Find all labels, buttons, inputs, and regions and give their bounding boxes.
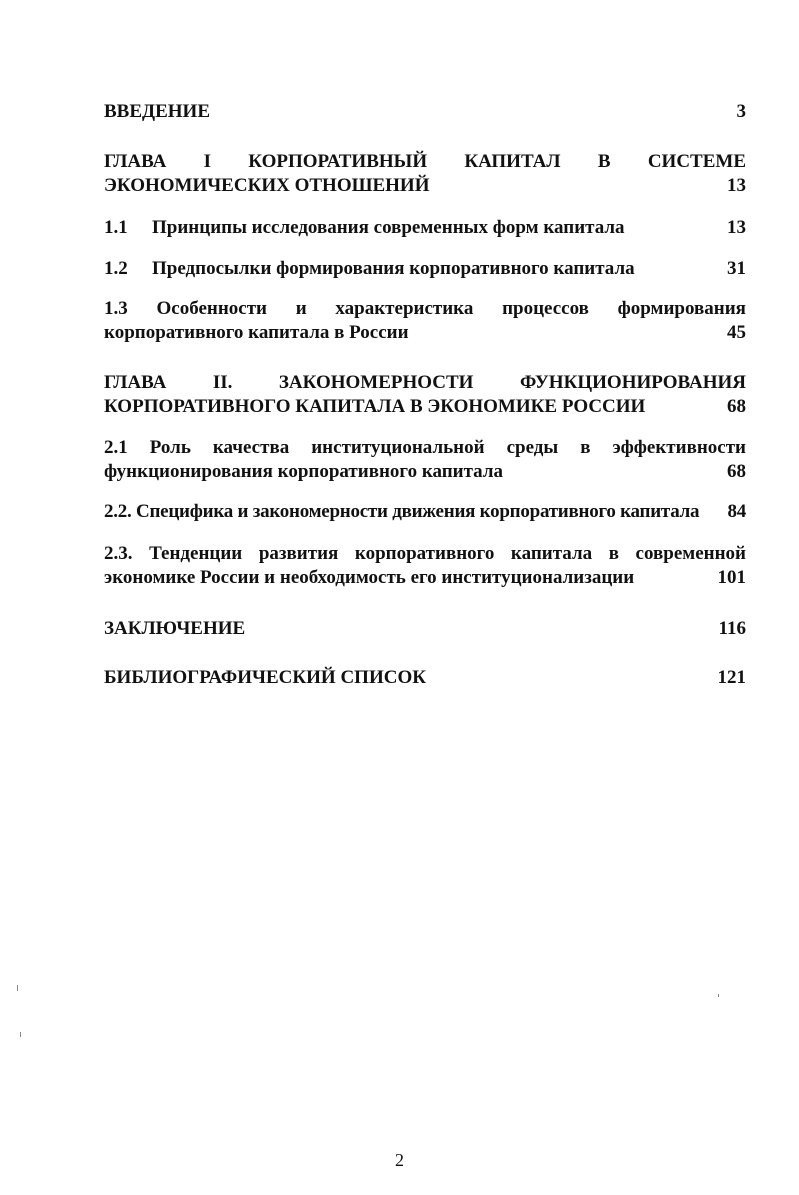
toc-page-number: 68 [727,396,746,417]
toc-title-line-1: 2.1 Роль качества институциональной среды в эффективности [104,437,746,458]
toc-entry-section-1-2[interactable] [104,257,746,281]
toc-word: В [597,151,611,172]
toc-section-number: 1.2 [104,258,128,279]
toc-title-line-2 [104,174,746,198]
toc-title: Предпосылки формирования корпоративного капитала [152,258,635,279]
toc-entry-section-2-1[interactable] [104,436,746,484]
toc-page-number: 45 [727,322,746,343]
toc-entry-conclusion[interactable] [104,617,746,641]
toc-page-number: 13 [727,175,746,196]
toc-word: СИСТЕМЕ [647,151,746,172]
toc-title: корпоративного капитала в России [104,322,409,343]
toc-word: Особенности [156,298,267,319]
toc-page-number: 13 [727,217,746,238]
toc-title-line-1 [104,150,746,174]
toc-entry-section-1-1[interactable] [104,216,746,240]
toc-page-number: 68 [727,461,746,482]
toc-title: БИБЛИОГРАФИЧЕСКИЙ СПИСОК [104,667,427,688]
toc-page-number: 3 [736,101,746,122]
toc-entry-section-2-3[interactable] [104,542,746,590]
toc-title: ЭКОНОМИЧЕСКИХ ОТНОШЕНИЙ [104,175,430,196]
toc-word: и [295,298,307,319]
toc-title: функционирования корпоративного капитала [104,461,504,482]
toc-title: ЗАКЛЮЧЕНИЕ [104,618,246,639]
toc-entry-section-1-3[interactable] [104,297,746,345]
toc-title: Принципы исследования современных форм капитала [152,217,625,238]
toc-title-line-2 [104,321,746,345]
toc-page-number: 121 [717,667,746,688]
toc-word: ЗАКОНОМЕРНОСТИ [278,372,474,393]
toc-title: КОРПОРАТИВНОГО КАПИТАЛА В ЭКОНОМИКЕ РОССИИ [104,396,646,417]
toc-word: характеристика [335,298,474,319]
toc-entry-chapter-1[interactable] [104,150,746,198]
toc-page-number: 31 [727,258,746,279]
toc-word: формирования [617,298,746,319]
toc-title: экономике России и необходимость его институционализации [104,567,635,588]
scan-artifact [17,985,18,991]
toc-page-number: 101 [717,567,746,588]
page-number: 2 [395,1150,404,1170]
toc-word: ГЛАВА [104,151,167,172]
toc-word: КОРПОРАТИВНЫЙ [248,151,428,172]
toc-word: II. [212,372,233,393]
toc-page-number: 116 [718,618,746,639]
toc-word: процессов [502,298,589,319]
scan-artifact [20,1032,21,1037]
toc-title-line-2 [104,566,746,590]
toc-entry-section-2-2[interactable] [104,500,746,524]
toc-title-line-1 [104,297,746,321]
toc-title-line-1: 2.3. Тенденции развития корпоративного капитала в современной [104,543,746,564]
toc-entry-introduction[interactable] [104,100,746,124]
toc-title-line-1 [104,371,746,395]
scan-artifact [718,994,719,997]
toc-title: ВВЕДЕНИЕ [104,101,210,122]
toc-entry-bibliography[interactable] [104,666,746,690]
toc-title-line-2 [104,460,746,484]
toc-word: ГЛАВА [104,372,167,393]
toc-page-number: 84 [727,501,746,522]
toc-word: ФУНКЦИОНИРОВАНИЯ [519,372,746,393]
toc-word: I [203,151,211,172]
toc-title: 2.2. Специфика и закономерности движения корпоративного капитала [104,501,700,522]
toc-entry-chapter-2[interactable] [104,371,746,419]
toc-section-number: 1.1 [104,217,128,238]
toc-word: 1.3 [104,298,128,319]
toc-title-line-2 [104,395,746,419]
toc-word: КАПИТАЛ [464,151,561,172]
